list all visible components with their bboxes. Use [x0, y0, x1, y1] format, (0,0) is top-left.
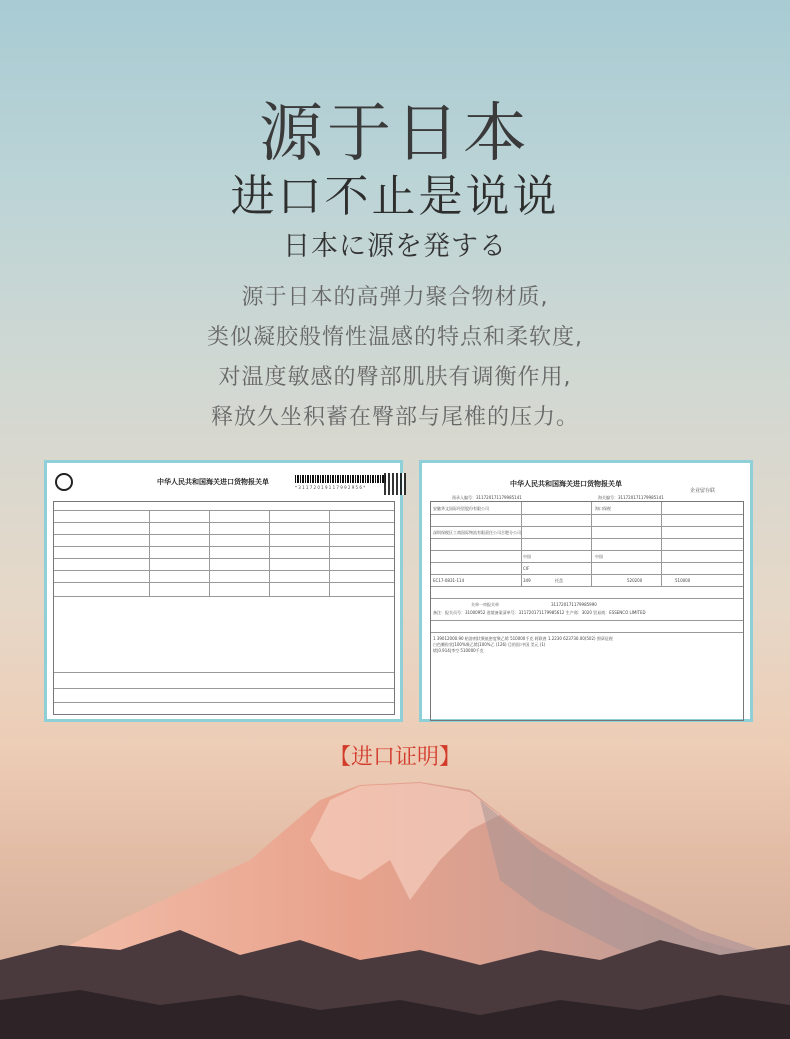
package-form: 托盘	[555, 578, 563, 583]
barcode-text: * 3 1 1 7 2 0 1 9 1 1 7 9 9 2 9 5 6 *	[295, 485, 366, 490]
import-proof-label: 【进口证明】	[328, 745, 461, 770]
net-weight: 510000	[675, 578, 691, 583]
receiver: 安徽华文国际经贸股份有限公司	[433, 506, 489, 511]
packages: 349	[523, 578, 531, 583]
form-grid	[430, 501, 744, 721]
headline-sub: 进口不止是说说	[230, 171, 560, 222]
description-line: 对温度敏感的臀部肌肤有调衡作用,	[218, 365, 572, 390]
description-block	[0, 278, 790, 438]
contract-number: EC17-0831-114	[433, 578, 465, 583]
marks: 关单一审报关单	[471, 602, 499, 607]
doc-title: 中华人民共和国海关进口货物报关单	[157, 478, 269, 486]
customs-number: 海关编号：311720171179985141	[598, 495, 664, 500]
item-line: 1 39012000.90 粘溶剂状聚低密度聚乙烯 510000千克 阿联酋 1.2230 623730.00(502) 照章征税	[433, 636, 613, 641]
description-line: 释放久坐积蓄在臀部与尾椎的压力。	[210, 405, 579, 430]
record-number: 预录入编号：311720171179985141	[452, 495, 522, 500]
form-grid	[53, 501, 395, 715]
customs-declaration-left	[44, 460, 403, 722]
headline-main: 源于日本	[259, 97, 531, 171]
description-line: 类似凝胶般惰性温感的特点和柔软度,	[207, 325, 583, 350]
barcode-icon	[295, 475, 387, 483]
origin-country: 中国	[523, 554, 531, 559]
destination-country: 中国	[595, 554, 603, 559]
trade-terms: CIF	[523, 566, 530, 571]
gross-weight: 520200	[627, 578, 643, 583]
description-line: 源于日本的高弹力聚合物材质,	[241, 285, 549, 310]
port: 海口保税	[595, 506, 611, 511]
remark: 备注：报关员号：31000952 进境备案清单号：311720171179985612 生产商：3020 贸易商：ESSENCO LIMITED	[433, 610, 646, 615]
customs-logo-icon	[55, 473, 73, 491]
declarant: 深圳保税区工商国际物流有限责任公司合肥分公司	[433, 530, 521, 535]
qr-code-icon	[384, 473, 406, 495]
item-line: 白色颗粒状|100%聚乙烯|100%乙 (126) 目的国:中国 美元 (1)	[433, 642, 546, 647]
stamp-text: 企业留存联	[690, 488, 716, 494]
doc-title: 中华人民共和国海关进口货物报关单	[510, 480, 622, 488]
customs-declaration-right	[419, 460, 753, 722]
headline-japanese: 日本に源を発する	[283, 231, 507, 262]
item-line: 烯|0.914|李空 510000千克	[433, 648, 484, 653]
marks-number: 311720171179985990	[551, 602, 597, 607]
